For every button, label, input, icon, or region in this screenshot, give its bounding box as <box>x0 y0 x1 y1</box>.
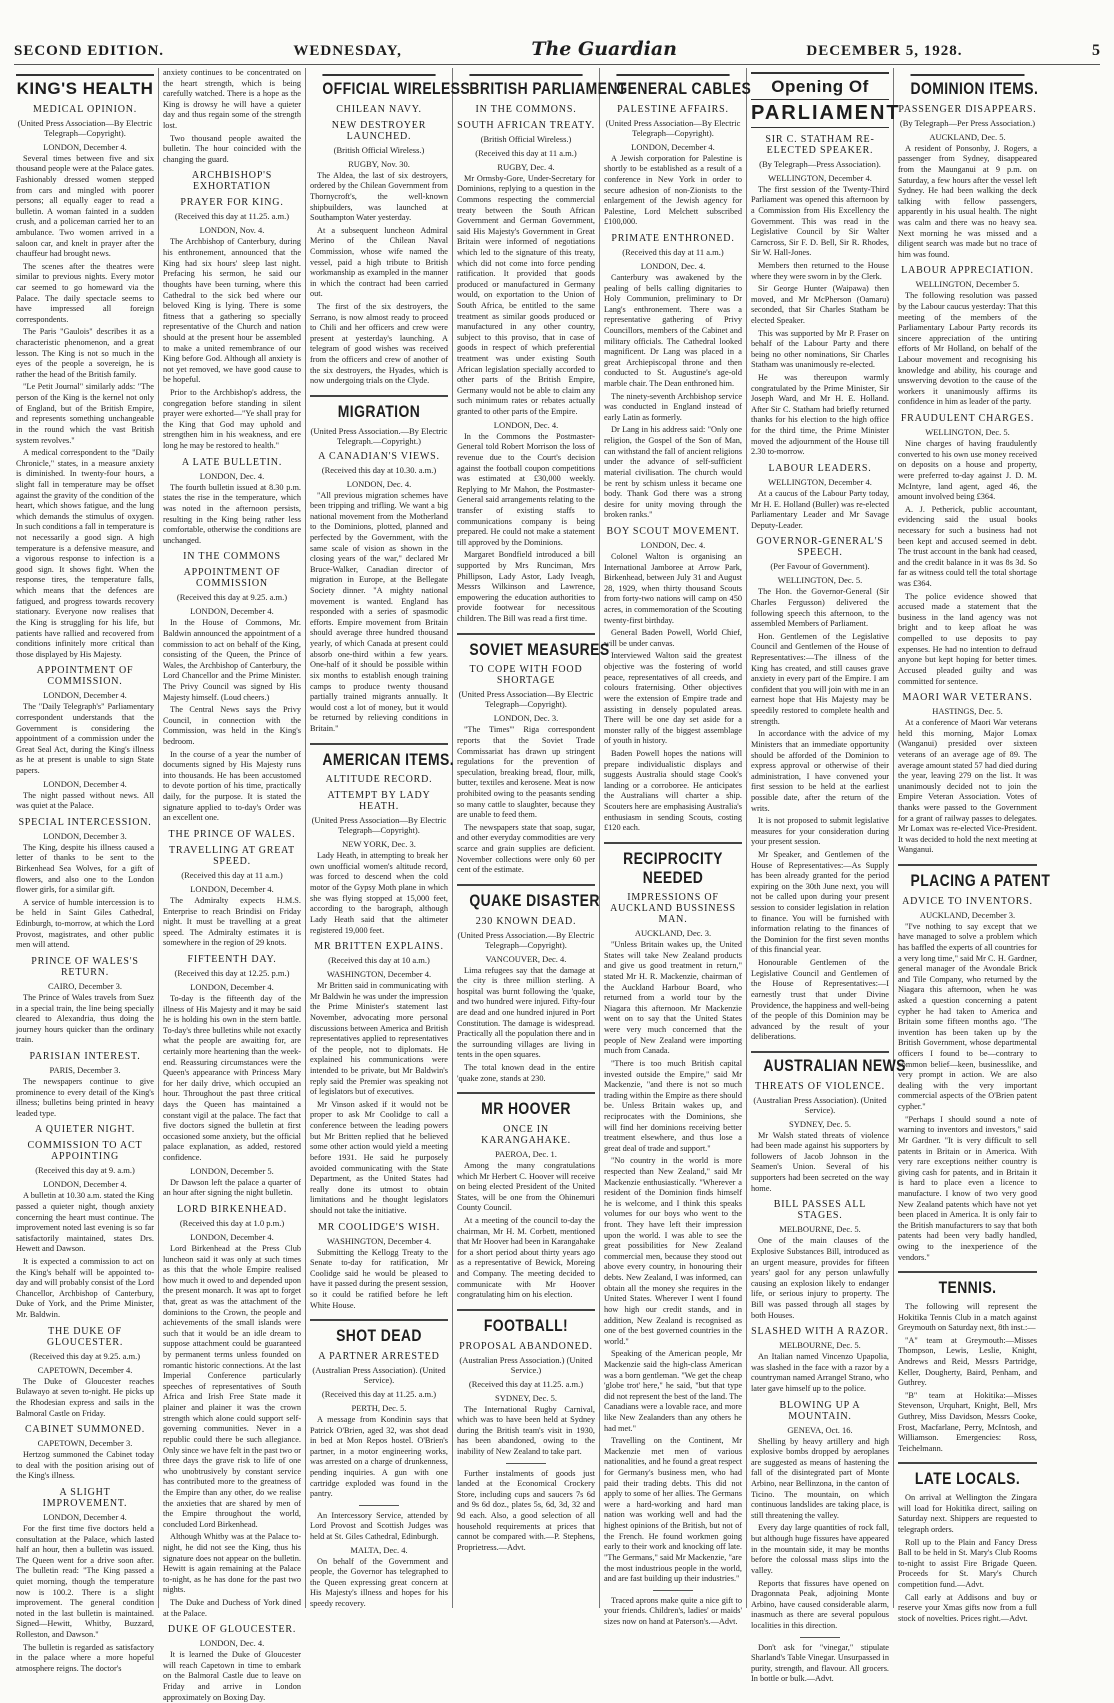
subhead: MR BRITTEN EXPLAINS. <box>314 941 444 953</box>
paragraph: "Le Petit Journal" similarly adds: "The person of the King is the kernel not only of England, but of the British Empire, and represents something unchangeable in the round which the vast British system revolves." <box>16 382 154 445</box>
subhead: IN THE COMMONS <box>183 551 281 563</box>
dateline: CAIRO, December 3. <box>47 980 123 991</box>
subhead: ALTITUDE RECORD. <box>325 774 433 786</box>
subhead: BILL PASSES ALL STAGES. <box>773 1199 867 1222</box>
story-divider <box>310 1319 448 1321</box>
story-divider <box>457 633 595 635</box>
dateline: LONDON, December 4. <box>43 778 127 789</box>
dateline: LONDON, Dec. 4. <box>493 419 559 430</box>
advertisement: Roll up to the Plain and Fancy Dress Ball to be held in St. Mary's Club Rooms to-night to assist Fire Brigade Queen. Proceeds for St. Mary's Church competition fund.—Advt. <box>898 1537 1037 1589</box>
headline-football: FOOTBALL! <box>483 1315 569 1335</box>
paragraph: "There is too much British capital invested outside the Empire," said Mr Mackenzie, "and there is not so much trading within the Empire as there should be. Unless Britain wakes up, and reciprocates with the Dominions, she will find her dominions receiving better treatment elsewhere, and thus lose a great deal of trade and support." <box>604 1058 742 1153</box>
paragraph: The Archbishop of Canterbury, during his enthronement, announced that the King had six hours' sleep last night. Prefacing his sermon, he said our thoughts have been turning, where this Cathedral to the sick bed where our beloved King is lying. There is some fitness that a gathering so specially representative of the Church and nation should at the present hour be assembled to make a united remembrance of our King before God. Although all anxiety is not yet removed, we have good cause to be hopeful. <box>163 237 301 385</box>
story-divider <box>898 1271 1037 1273</box>
headline-opening-of: Opening Of <box>751 72 889 97</box>
subhead: ADVICE TO INVENTORS. <box>902 895 1033 907</box>
dateline: WELLINGTON, Dec. 5. <box>925 427 1010 438</box>
paragraph: Baden Powell hopes the nations will prepare individualistic displays and suggests Australia should stage Cook's landing or a corroboree. He anticipates the Australians will charter a ship. Scouters here are emphasising Australia's enthusiasm in sending Scouts, costing £120 each. <box>604 748 742 833</box>
paragraph: In accordance with the advice of my Ministers that an immediate opportunity should be afforded of the Dominion to express approval or otherwise of their administration, I have convened your first session to be held at the earliest possible date, after the return of the writs. <box>751 729 889 813</box>
paragraph: Dr Dawson left the palace a quarter of an hour after signing the night bulletin. <box>163 1177 301 1198</box>
paragraph: At a subsequent luncheon Admiral Merino of the Chilean Naval Commission, whose wife named the vessel, paid a high tribute to British workmanship as exampled in the manner in which the contract had been carried out. <box>310 225 448 299</box>
wire-credit: (British Official Wireless.) <box>480 133 572 144</box>
story-divider <box>310 395 448 397</box>
paragraph: Members then returned to the House where they were sworn in by the Clerk. <box>751 260 889 281</box>
paragraph: "All previous migration schemes have been tripping and trifling. We want a big national movement from the Motherland to the Dominions, plotted, planned and perfected by the Government, with the same scale of vision as shown in the closing years of the war," declared Mr Bruce-Walker, Canadian director of migration in Europe, at the Bellegate Society dinner. "A mighty national movement is wanted. England has responded with a series of spasmodic efforts. Empire movement from Britain should average three hundred thousand yearly, of which Canada at present could absorb one-third within a few years. One-half of it should be possible within six months to establish enough training camps to produce twenty thousand partially trained migrants annually. It would cost a lot of money, but it would be returned by relieving conditions in Britain." <box>310 490 448 733</box>
paragraph: The following will represent the Hokitika Tennis Club in a match against Greymouth on Saturday next, 8th inst.:— <box>898 1301 1037 1333</box>
subhead: SLASHED WITH A RAZOR. <box>751 1326 889 1338</box>
paragraph: The Prince of Wales travels from Suez in a special train, the line being specially cleared to Alexandria, thus doing the journey hours quicker than the ordinary train. <box>16 992 154 1045</box>
paragraph: A service of humble intercession is to be held in Saint Giles Cathedral, Edinburgh, to-morrow, at which the Lord Provost, magistrates, and other public men will attend. <box>16 897 154 950</box>
wire-credit: (Australian Press Association). (United Service). <box>312 1364 446 1385</box>
headline-official-wireless: OFFICIAL WIRELESS <box>322 74 435 99</box>
subhead: THE DUKE OF GLOUCESTER. <box>46 1325 124 1348</box>
subhead: THE PRINCE OF WALES. <box>168 828 296 840</box>
paragraph: The ninety-seventh Archbishop service was conducted in England instead of early Latin as formerly. <box>604 391 742 422</box>
story-divider <box>898 864 1037 866</box>
wire-credit: (Per Favour of Government). <box>770 561 870 572</box>
paragraph: "Perhaps I should sound a note of warning to inventors and investors," said Mr Gardner. "It is very difficult to sell patents in Britain or in America. With very rare exceptions neither country is giving cash for patents, and in Britain it is hard to place even a licence to manufacture. I know of two very good New Zealand patents which have not yet been placed in America. It is only fair to the British manufacturers to say that both patents had been very badly handled, owing to the inexperience of the vendors." <box>898 1114 1037 1262</box>
advertisement: Further instalments of goods just landed at the Economical Crockery Store, including cups and saucers 7s 6d and 9s 6d doz., plates 5s, 6d, 3d, 32 and 9d each. Also, a good selection of all household requirements at prices that cannot be compared with.—P. Stephens, Proprietress.—Advt. <box>457 1468 595 1552</box>
subhead: COMMISSION TO ACT APPOINTING <box>27 1140 143 1163</box>
dateline: LONDON, December 4. <box>190 1231 274 1242</box>
headline-late-locals: LATE LOCALS. <box>914 1469 1021 1489</box>
divider <box>359 1505 399 1506</box>
subhead: A LATE BULLETIN. <box>181 456 283 468</box>
subhead: SOUTH AFRICAN TREATY. <box>457 119 595 131</box>
subhead: BOY SCOUT MOVEMENT. <box>606 525 740 537</box>
wire-credit: (Received this day at 11.25. a.m.) <box>468 1378 584 1389</box>
subhead: DUKE OF GLOUCESTER. <box>167 1624 297 1636</box>
wire-credit: (Received this day at 11 a.m.) <box>181 869 283 880</box>
paragraph: Lady Heath, in attempting to break her own unofficial women's altitude record, was forced to descend when the cold motor of the Gypsy Moth plane in which she was flying stopped at 15,000 feet, according to the barograph, although Lady Heath said that the altimeter registered 19,000 feet. <box>310 851 448 935</box>
paragraph: The Paris "Gaulois" describes it as a characteristic phenomenon, and a great lesson. The King is not so much in the eyes of the people a sovereign, he is rather the head of the British family. <box>16 327 154 379</box>
paragraph: "I've nothing to say except that we have managed to solve a problem which has baffled the experts of all countries for a very long time," said Mr C. H. Gardner, general manager of the Avondale Brick and Tile Company, who returned by the Niagara this afternoon, when he was asked a question concerning a patent cypher he had taken to America and Britain some fifteen months ago. "The invention has been taken up by the British Government, whose departmental officers I found to be—contrary to common belief—keen, businesslike, and very prompt in action. We are also dealing with the very important commercial aspects of the O'Brien patent cypher." <box>898 921 1037 1112</box>
column-4 <box>453 68 627 1608</box>
paragraph: The Duke of Gloucester reaches Bulawayo at seven to-night. He picks up the Rhodesian express and sails in the Balmoral Castle on Friday. <box>16 1376 154 1418</box>
subhead: IMPRESSIONS OF AUCKLAND BUSSINESS MAN. <box>610 892 736 926</box>
paragraph: In the House of Commons, Mr. Baldwin announced the appointment of a commission to act on behalf of the King, consisting of the Queen, the Prince of Wales, the Archbishop of Canterbury, the Lord Chancellor and the Prime Minister. The Privy Council was signed by His Majesty himself. (Loud cheers.) <box>163 618 301 702</box>
headline-kings-health: KING'S HEALTH <box>16 74 154 99</box>
headline-parliament: PARLIAMENT <box>751 99 889 128</box>
dateline: NEW YORK, Dec. 3. <box>342 839 416 850</box>
dateline: MELBOURNE, Dec. 5. <box>779 1340 861 1351</box>
paragraph: "No country in the world is more respected than New Zealand," said Mr Mackenzie enthusiastically. "Wherever a resident of the Dominion finds himself he is welcome, and I think this speaks volumes for our boys who went to the front. They have left their impression upon the world. I was able to see the great possibilities for New Zealand commercial men, because they stood out above every country, in honouring their debts. New Zealand, I was informed, can obtain all the money she requires in the United States. Wherever I went I found how high our credit stands, and in addition, New Zealand is recognised as one of the best governed countries in the world." <box>604 1156 742 1346</box>
paragraph: Shelling by heavy artillery and high explosive bombs dropped by aeroplanes are suggested as means of hastening the fall of the disintegrated part of Monte Arbino, near Bellinzona, in the canton of Ticino. The mountain, on which continuous landslides are taking place, is still threatening the valley. <box>751 1436 889 1520</box>
dateline: CAPETOWN, December 3. <box>37 1438 133 1449</box>
paragraph: A bulletin at 10.30 a.m. stated the King passed a quieter night, though anxiety concerning the heart must continue. The improvement noted last evening is so far satisfactorily maintained, states Drs. Hewett and Dawson. <box>16 1191 154 1254</box>
column-7 <box>894 68 1051 1623</box>
wire-credit: (United Press Association—By Electric Telegraph—Copyright). <box>311 815 447 836</box>
paragraph: "Unless Britain wakes up, the United States will take New Zealand products and give us good treatment in return," stated Mr H. R. Mackenzie, chairman of the Auckland Harbour Board, who returned from a world tour by the Niagara this afternoon. Mr Mackenzie went on to say that the United States were very much concerned that the people of New Zealand were importing much from Canada. <box>604 940 742 1056</box>
paragraph: Lord Birkenhead at the Press Club luncheon said it was only at such times as this that the whole Empire realised how much it owed to and depended upon the present monarch. It was apt to forget that, great as was the attachment of the dominions to the Crown, the people and achievements of the small islands were such that it would be an idle dream to suppose attachment could be guaranteed by permanent terms unless founded on romantic historic connections. At the last Imperial Conference particularly speeches of representatives of South Africa and Irish Free State made it plainer and plainer it was the crown strength which alone could support self-governing communities. Never in a republic could there be such allegiance. Only since we have felt in the past two or three days the grave risk to life of one who unobtrusively by constant service has contributed more to the greatness of the Empire than any other, do we realise the anxieties that are shared by men of the Empire throughout the world, concluded Lord Birkenhead. <box>163 1243 302 1529</box>
paragraph: The police evidence showed that accused made a statement that the business in the land agency was not bright and to keep afloat he was compelled to use deposits to pay expenses. He had no intention to defraud anyone but kept hoping for better times. Accused pleaded guilty and was committed for sentence. <box>898 591 1037 686</box>
advertisement: Traced aprons make quite a nice gift to your friends. Children's, ladies' or maids' sizes now on hand at Paterson's.—Advt. <box>604 1595 742 1626</box>
masthead <box>14 38 1100 65</box>
dateline: WELLINGTON, December 4. <box>768 172 872 183</box>
wire-credit: (Received this day at 9.25. a.m.) <box>29 1350 141 1361</box>
dateline: GENEVA, Oct. 16. <box>787 1424 853 1435</box>
dateline: RUGBY, Nov. 30. <box>348 158 410 169</box>
subhead: APPOINTMENT OF COMMISSION. <box>36 665 134 688</box>
paragraph: At a conference of Maori War veterans held this morning, Major Lomax (Wanganui) presided over sixteen veterans of an average age of 89. The average amount stated 57 had died during the year, leaving 279 on the list. It was unanimously decided not to join the Empire Veteran Association. Votes of thanks were passed to the Government for a grant of railway passes to delegates. Mr Lomax was re-elected Vice-President. It was decided to hold the next meeting at Wanganui. <box>898 718 1037 855</box>
paragraph: Several times between five and six thousand people were at the Palace gates. Fashionably dressed women stepped from cars and mingled with poorer persons; all equally eager to read a bulletin. A woman fainted in a sudden crush, and a policeman carried her to an ambulance. Two women arrived in a saloon car, and knelt in prayer after the chauffeur had brought news. <box>16 153 154 259</box>
subhead: PALESTINE AFFAIRS. <box>617 103 729 115</box>
dateline: LONDON, Dec. 3. <box>493 713 559 724</box>
paragraph: Although Whitby was at the Palace to-night, he did not see the King, thus his signature does not appear on the bulletin. Hewitt is again remaining at the Palace to-night, as he has done for the past two nights. <box>163 1532 301 1595</box>
dateline: LONDON, Dec. 4. <box>199 1638 265 1649</box>
paragraph: anxiety continues to be concentrated on the heart strength, which is being carefully watched. There is a hope as the King is drowsy he will have a quieter day and thus regain some of the strength lost. <box>163 68 301 131</box>
day-label: WEDNESDAY, <box>293 43 402 59</box>
headline-tennis: TENNIS. <box>938 1278 997 1298</box>
paragraph: The newspapers continue to give prominence to every detail of the King's illness; bulletins being printed in heavy leaded type. <box>16 1076 154 1118</box>
paragraph: In the course of a year the number of documents signed by His Majesty runs into thousands. He has been accustomed to devote portion of his time, practically daily, for the purpose. It is stated the signature applied to to-day's Order was an excellent one. <box>163 749 301 823</box>
story-divider <box>457 884 595 886</box>
subhead: ARCHBISHOP'S EXHORTATION <box>191 170 273 193</box>
subhead: NEW DESTROYER LAUNCHED. <box>331 119 427 142</box>
subhead: THREATS OF VIOLENCE. <box>755 1080 885 1092</box>
dateline: LONDON, December 4. <box>190 606 274 617</box>
dateline: LONDON, Dec. 4. <box>640 539 706 550</box>
paragraph: The Hon. the Governor-General (Sir Charles Fergusson) delivered the following speech this afternoon, to the assembled Members of Parliament. <box>751 587 889 629</box>
subhead: LABOUR LEADERS. <box>768 462 872 474</box>
paragraph: Interviewed Walton said the greatest objective was the fostering of world peace, representatives of all creeds, and colours fraternising. Other objectives were the extension of Empire trade and assisting in densely populated areas. There will be one day set aside for a monster rally of the biggest assemblage of youth in history. <box>604 651 742 746</box>
dateline: SYDNEY, Dec. 5. <box>495 1392 557 1403</box>
wire-credit: (Received this day at 9. a.m.) <box>35 1165 135 1176</box>
dateline: MELBOURNE, Dec. 5. <box>779 1224 861 1235</box>
paragraph: The King, despite his illness caused a letter of thanks to be sent to the Birkenhead Sea Wolves, for a gift of flowers, and also one to the London flower girls, for a similar gift. <box>16 842 154 895</box>
story-divider <box>898 1462 1037 1464</box>
subhead: CABINET SUMMONED. <box>24 1424 146 1436</box>
subhead: SIR C. STATHAM RE-ELECTED SPEAKER. <box>765 133 875 156</box>
wire-credit: (Received this day at 11 a.m.) <box>475 147 577 158</box>
headline-american-items: AMERICAN ITEMS. <box>322 749 455 769</box>
subhead: ONCE IN KARANGAHAKE. <box>481 1123 571 1146</box>
subhead: ATTEMPT BY LADY HEATH. <box>327 790 431 813</box>
wire-credit: (Received this day at 11 a.m.) <box>622 246 724 257</box>
dateline: RUGBY, Dec. 4. <box>497 161 555 172</box>
paragraph: The International Rugby Carnival, which was to have been held at Sydney during the British team's visit in 1930, has been abandoned, owing to the inability of New Zealand to take part. <box>457 1404 595 1457</box>
headline-placing-a-patent: PLACING A PATENT <box>910 871 1051 891</box>
wire-credit: (By Telegraph—Per Press Association.) <box>899 117 1036 128</box>
paragraph: The scenes after the theatres were similar to previous nights. Every motor car seemed to go homeward via the Palace. The daily spectacle seems to have impressed all foreign correspondents. <box>16 261 154 324</box>
paragraph: Among the many congratulations which Mr Herbert C. Hoover will receive on being elected President of the United States, will be one from the Ohinemuri County Council. <box>457 1160 595 1213</box>
wire-credit: (British Official Wireless.) <box>333 144 425 155</box>
story-divider <box>604 842 742 844</box>
headline-dominion-items: DOMINION ITEMS. <box>911 74 1025 99</box>
subhead: PRAYER FOR KING. <box>180 197 284 209</box>
paragraph: A. J. Petherick, public accountant, evidencing said the usual books necessary for such a business had not been kept and accused seemed in debt. The trust account in the bank had ceased, and the credit balance in it was 8s 3d. So far as witness could tell the total shortage was £364. <box>898 504 1037 589</box>
paragraph: Nine charges of having fraudulently converted to his own use money received on deposits on a house and property, were preferred to-day against J. D. M. McIntyre, land agent, aged 46, the amount involved being £364. <box>898 439 1037 502</box>
paragraph: The following resolution was passed by the Labour caucus yesterday: That this meeting of the members of the Parliamentary Labour Party records its sincere appreciation of the untiring efforts of Mr Holland, on behalf of the Labour movement and recognising his knowledge and ability, his courage and unswerving devotion to the cause of the workers it unanimously affirms its confidence in him as leader of the party. <box>898 291 1037 407</box>
paragraph: At a caucus of the Labour Party today, Mr H. E. Holland (Buller) was re-elected Parliamentary Leader and Mr Savage Deputy-Leader. <box>751 488 889 530</box>
headline-soviet-measures: SOVIET MEASURES <box>469 639 610 659</box>
dateline: MALTA, Dec. 4. <box>350 1544 408 1555</box>
wire-credit: (United Press Association.—By Electric Telegraph.—Copyright.) <box>310 425 448 446</box>
divider <box>653 1590 693 1591</box>
subhead: IN THE COMMONS. <box>475 103 577 115</box>
paragraph: Every day large quantities of rock fall, but although huge fissures have appeared in the mountain side, it may be months before the colossal mass slips into the valley. <box>751 1523 889 1575</box>
subhead: PROPOSAL ABANDONED. <box>459 1340 593 1352</box>
dateline: WASHINGTON, December 4. <box>326 969 432 980</box>
subhead: MR COOLIDGE'S WISH. <box>317 1221 441 1233</box>
subhead: A QUIETER NIGHT. <box>34 1124 136 1136</box>
dateline: PARIS, December 3. <box>49 1064 121 1075</box>
subhead: PRIMATE ENTHRONED. <box>611 232 735 244</box>
wire-credit: (Received this day at 1.0 p.m.) <box>179 1217 285 1228</box>
story-divider <box>457 1309 595 1311</box>
subhead: MEDICAL OPINION. <box>32 103 138 115</box>
paragraph: Mr Speaker, and Gentlemen of the House of Representatives:—As Supply has been already granted for the period expiring on the 30th June next, you will not be called upon during your present session to consider legislation in relation to finance. You will be furnished with information relating to the finances of the Dominion for the first seven months of this financial year. <box>751 849 889 955</box>
dateline: AUCKLAND, December 3. <box>919 909 1016 920</box>
paragraph: The night passed without news. All was quiet at the Palace. <box>16 790 154 811</box>
dateline: CAPETOWN, December 4. <box>37 1364 133 1375</box>
headline-migration: MIGRATION <box>337 401 421 421</box>
paragraph: The fourth bulletin issued at 8.30 p.m. states the rise in the temperature, which was noted in the afternoon persists, resulting in the King being rather less comfortable, otherwise the conditions are unchanged. <box>163 482 301 545</box>
column-6 <box>747 68 906 1684</box>
dateline: LONDON, December 4. <box>43 1179 127 1190</box>
story-divider <box>751 1051 889 1053</box>
wire-credit: (United Press Association—By Electric Telegraph—Copyright). <box>605 117 741 138</box>
dateline: LONDON, December 4. <box>43 690 127 701</box>
wire-credit: (Received this day at 11.25. a.m.) <box>321 1388 437 1399</box>
headline-reciprocity-needed: RECIPROCITY NEEDED <box>623 848 723 887</box>
subhead: PASSENGER DISAPPEARS. <box>898 103 1037 115</box>
dateline: LONDON, December 4. <box>190 981 274 992</box>
paragraph: Two thousand people awaited the bulletin. The hour coincided with the changing the guard. <box>163 133 301 164</box>
paragraph: A medical correspondent to the "Daily Chronicle," states, in a measure anxiety is diminished. In twenty-four hours, a slight fall in temperature may be offset against the gravity of the condition of the heart, which shows fatigue, and the lung which demands the stimulus of oxygen. In such conditions a fall in temperature is not necessarily a good sign. A high temperature is a defensive measure, and a vigorous response to infection is a good sign. It shows fight. When the response tires, the temperature falls, which means that the defences are fatigued, and progress towards recovery stationary. Everyone now realises that the King is struggling for his life, but patients have rallied and recovered from conditions infinitely more critical than those displayed by His Majesty. <box>16 448 154 659</box>
paragraph: The Duke and Duchess of York dined at the Palace. <box>163 1598 301 1618</box>
column-3 <box>306 68 471 1609</box>
paragraph: In the Commons the Postmaster-General told Robert Morrison the loss of revenue due to the Court's decision against the football coupon competitions was estimated at £30,000 weekly. Replying to Mr Mahon, the Postmaster-General said arrangements relating to the transfer of existing staffs to communications company is being prepared. He could not make a statement till approved by the Dominions. <box>457 431 595 547</box>
paragraph: Speaking of the American people, Mr Mackenzie said the high-class American was a born gentleman. "We get the cheap 'globe trot' here," he said, "but that type did not represent the best of the land. The Canadians were a lovable race, and more like New Zealanders than any others he had met." <box>604 1349 742 1433</box>
subhead: TO COPE WITH FOOD SHORTAGE <box>469 664 583 687</box>
wire-credit: (United Press Association—By Electric Telegraph—Copyright). <box>17 117 153 138</box>
subhead: CHILEAN NAVY. <box>336 103 422 115</box>
paragraph: For the first time five doctors held a consultation at the Palace, which lasted half an hour, then a bulletin was issued. The Queen went for a drive soon after. The bulletin read: "The King passed a quiet morning, though the temperature now is 100.2. There is a slight improvement. The general condition noted in the last bulletin is maintained. Signed—Hewitt, Whitby, Buzzard, Rolleston, and Dawson." <box>16 1523 154 1640</box>
story-divider <box>310 743 448 745</box>
paragraph: "A" team at Greymouth:—Misses Thompson, Lewis, Leslie, Knight, Andrews and Reid, Messrs Partridge, Keller, Dougherty, Baird, Penham, and Guthrey. <box>898 1335 1037 1388</box>
paragraph: He was thereupon warmly congratulated by the Prime Minister, Sir Joseph Ward, and Mr H. E. Holland. After Sir C. Statham had briefly returned thanks for his election to the high office for the third time, the Prime Minister moved the adjournment of the House till 2.30 to-morrow. <box>751 373 889 457</box>
paragraph: Prior to the Archbishop's address, the congregation before standing in silent prayer were exhorted—"Ye shall pray for the King that God may uphold and strengthen him in his weakness, and ere long he may be restored to health." <box>163 388 301 451</box>
wire-credit: (Received this day at 11.25. a.m.) <box>174 211 290 222</box>
headline-british-parliament: BRITISH PARLIAMENT <box>469 74 582 99</box>
subhead: APPOINTMENT OF COMMISSION <box>183 567 281 590</box>
subhead: SPECIAL INTERCESSION. <box>18 816 152 828</box>
page-number: 5 <box>1091 42 1100 59</box>
headline-shot-dead: SHOT DEAD <box>336 1326 422 1346</box>
paragraph: The Central News says the Privy Council, in connection with the Commission, was held in the King's bedroom. <box>163 705 301 747</box>
paragraph: Sir George Hunter (Waipawa) then moved, and Mr McPherson (Oamaru) seconded, that Sir Charles Statham be elected Speaker. <box>751 284 889 325</box>
headline-mr-hoover: MR HOOVER <box>481 1099 571 1119</box>
dateline: WELLINGTON, December 4. <box>768 476 872 487</box>
newspaper-title: The Guardian <box>531 38 677 60</box>
dateline: LONDON, Dec. 4. <box>199 470 265 481</box>
paragraph: Reports that fissures have opened on Dragonnata Peak, adjoining Monte Arbino, have caused considerable alarm, inasmuch as there are several populous localities in this direction. <box>751 1578 889 1630</box>
dateline: LONDON, December 4. <box>43 1511 127 1522</box>
paragraph: It is not proposed to submit legislative measures for your consideration during your present session. <box>751 816 889 847</box>
paragraph: "B" team at Hokitika:—Misses Stevenson, Urquhart, Knight, Bell, Mrs Guthrey, Miss Davidson, Messrs Cooke, Frost, Macfarlane, Perry, McIntosh, and Williamson. Emergencies: Ross, Teichelmann. <box>898 1390 1037 1453</box>
dateline: PAEROA, Dec. 1. <box>495 1148 557 1159</box>
column-2 <box>159 68 306 1702</box>
paragraph: The "Daily Telegraph's" Parliamentary correspondent understands that the Government is considering the appointment of a commission under the Great Seal Act, during the King's illness as he at present is unable to sign State papers. <box>16 702 154 775</box>
story-divider <box>457 1092 595 1094</box>
paragraph: Margaret Bondfield introduced a bill supported by Mrs Runciman, Mrs Phillipson, Lady Astor, Lady Iveagh, Messrs Wilkinson and Lawrence, empowering the education authorities to provide footwear for necessitous children. The Bill was read a first time. <box>457 550 595 624</box>
paragraph: Canterbury was awakened by the pealing of bells calling dignitaries to Holy Communion, preliminary to Dr Lang's enthronement. There was a representative gathering of Privy Councillors, members of the Cabinet and military officials. The Cathedral looked magnificent. Dr Lang was placed in a great Archiepiscopal throne and then conducted to St. Augustine's age-old marble chair. The Dean enthroned him. <box>604 272 742 389</box>
subhead: A CANADIAN'S VIEWS. <box>318 450 440 462</box>
advertisement: Call early at Addisons and buy or reserve your Xmas gifts now from a full stock of novelties. Prices right.—Advt. <box>898 1592 1037 1623</box>
paragraph: A message from Kondinin says that Patrick O'Brien, aged 32, was shot dead in bed at Mon Repos hostel. O'Brien's partner, in a motor engineering works, was arrested on a charge of drunkenness, pending inquiries. A gun with one cartridge exploded was found in the pantry. <box>310 1414 448 1499</box>
divider <box>506 1463 546 1464</box>
paragraph: The first of the six destroyers, the Serrano, is now almost ready to proceed to Chili and her officers and crew were present at yesterday's launching. A telegram of good wishes was received from the officers and crew of another of the six destroyers, the Hyades, which is now undergoing trials on the Clyde. <box>310 302 448 386</box>
dateline: LONDON, Dec. 4. <box>346 478 412 489</box>
paragraph: Hertzog summoned the Cabinet today to deal with the position arising out of the King's illness. <box>16 1450 154 1481</box>
subhead: BLOWING UP A MOUNTAIN. <box>779 1399 861 1422</box>
issue-date: DECEMBER 5, 1928. <box>806 43 963 59</box>
wire-credit: (Received this day at 9.25. a.m.) <box>176 592 288 603</box>
dateline: SYDNEY, Dec. 5. <box>789 1118 851 1129</box>
wire-credit: (By Telegraph—Press Association). <box>759 158 881 169</box>
dateline: WASHINGTON, December 4. <box>326 1235 432 1246</box>
divider <box>800 1637 840 1638</box>
dateline: AUCKLAND, Dec. 3. <box>634 928 712 939</box>
wire-credit: (United Press Association—By Electric Telegraph—Copyright). <box>458 689 594 710</box>
paragraph: Mr Vinson asked if it would not be proper to ask Mr Coolidge to call a conference between the leading powers but Mr Britten replied that he believed some other action would yield a meeting before 1931. He said he purposely avoided communicating with the State Department, as the United States had really done its utmost to obtain limitations and he thought legislators should not take the initiative. <box>310 1099 448 1215</box>
paragraph: Travelling on the Continent, Mr Mackenzie met men of various nationalities, and he found a great respect for Germany's business men, who had paid their trading debts. This did not apply to some of her allies. The Germans were a hard-working and hard man nation was working well and had the highest opinions of the British, but not of the French. He found workmen going early to their work and knocking off late. "The Germans," said Mr Mackenzie, "are the most industrious people in the world, and are fast building up their industries." <box>604 1436 742 1584</box>
paragraph: Honourable Gentlemen of the Legislative Council and Gentlemen of the House of Representatives:—I earnestly trust that under Divine Providence, the happiness and well-being of the people of this Dominion may be advanced by the result of your deliberations. <box>751 958 890 1042</box>
paragraph: A Jewish corporation for Palestine is shortly to be established as a result of a conference in New York in order to secure adhesion of non-Zionists to the enlargement of the Jewish agency for Palestine, Lord Melchett subscribed £100,000. <box>604 153 742 227</box>
headline-quake-disaster: QUAKE DISASTER <box>469 890 600 910</box>
dateline: LONDON, Nov. 4. <box>199 225 265 236</box>
paragraph: Lima refugees say that the damage at the city is three million sterling. A hospital was burnt following the 'quake, and two hundred were injured. Fifty-four are dead and one hundred injured in Port Constitution. The damage is widespread. Practically all the population there and in the surrounding villages are living in tents in the open squares. <box>457 965 595 1060</box>
subhead: GOVERNOR-GENERAL'S SPEECH. <box>756 536 884 559</box>
paragraph: It is expected a commission to act on the King's behalf will be appointed to-day and will probably consist of the Lord Chancellor, Archbishop of Canterbury, Duke of York, and the Prime Minister, Mr. Baldwin. <box>16 1257 154 1320</box>
paragraph: The bulletin is regarded as satisfactory in the palace where a more hopeful atmosphere reigns. The doctor's <box>16 1642 154 1673</box>
dateline: LONDON, December 4. <box>190 883 274 894</box>
paragraph: An Italian named Vincenzo Upapolia, was slashed in the face with a razor by a countryman named Arrangel Strano, who later gave himself up to the police. <box>751 1352 889 1393</box>
paragraph: To-day is the fifteenth day of the illness of His Majesty and it may be said he is holding his own in the stern battle. To-day's three bulletins while not exactly what the people are awaiting for, are certainly more heartening than the week-end. Reassuring circumstances were the Queen's appearance with Princess Mary for her daily drive, which occupied an hour. Throughout the past three critical days the Queen has maintained a constant vigil at the palace. The fact that five doctors signed the bulletin at first occasioned some anxiety, but the official palace explanation, as added, restored confidence. <box>163 993 301 1163</box>
paragraph: An Intercessory Service, attended by Lord Provost and Scottish Judges was held at St. Giles Cathedral, Edinburgh. <box>310 1510 448 1541</box>
subhead: PRINCE OF WALES'S RETURN. <box>31 955 139 978</box>
column-5 <box>600 68 752 1626</box>
wire-credit: (Australian Press Association). (United Service). <box>753 1094 887 1115</box>
headline-australian-news: AUSTRALIAN NEWS <box>763 1055 906 1075</box>
paragraph: Mr Walsh stated threats of violence had been made against his supporters by followers of Jacob Johnson in the Seamen's Union. Several of his supporters had been secreted on the way home. <box>751 1130 889 1193</box>
dateline: WELLINGTON, Dec. 5. <box>777 575 863 586</box>
paragraph: Submitting the Kellogg Treaty to the Senate to-day for ratification, Mr Coolidge said he would be pleased to have it passed during the present session, so it could be ratified before he left White House. <box>310 1247 448 1310</box>
subhead: 230 KNOWN DEAD. <box>475 915 577 927</box>
paragraph: At a meeting of the council to-day the chairman, Mr H. M. Corbett, mentioned that Mr Hoover had been in Karangahake for a short period about thirty years ago as a representative of Bewick, Moreing and Company. The meeting decided to communicate with Mr Hoover congratulating him on his election. <box>457 1216 595 1300</box>
subhead: FRAUDULENT CHARGES. <box>900 413 1035 425</box>
wire-credit: (Received this day at 10 a.m.) <box>328 955 430 966</box>
subhead: FIFTEENTH DAY. <box>187 953 277 965</box>
dateline: PERTH, Dec. 5. <box>351 1402 407 1413</box>
paragraph: The Aldea, the last of six destroyers, ordered by the Chilean Government from Thornycroft's, the well-known shipbuilders, was launched at Southampton Water yesterday. <box>310 170 448 223</box>
article-columns <box>12 68 1102 1702</box>
paragraph: It is learned the Duke of Gloucester will reach Capetown in time to embark on the Balmoral Castle due to leave on Friday and arrive in London approximately on Boxing Day. <box>163 1650 301 1702</box>
paragraph: The Admiralty expects H.M.S. Enterprise to reach Brindisi on Friday night. It must be travelling at a great speed. The Admiralty estimates it is somewhere in the region of 29 knots. <box>163 895 301 948</box>
subhead: TRAVELLING AT GREAT SPEED. <box>169 844 295 867</box>
dateline: HASTINGS, Dec. 5. <box>932 706 1003 717</box>
paragraph: Hon. Gentlemen of the Legislative Council and Gentlemen of the House of Representatives:—The illness of the King has created, and still causes grave anxiety in every part of the Empire. I am confident that you will join with me in an earnest hope that His Majesty may be speedily restored to complete health and strength. <box>751 631 889 726</box>
wire-credit: (Received this day at 10.30. a.m.) <box>321 464 437 475</box>
paragraph: General Baden Powell, World Chief, will be under canvas. <box>604 628 742 648</box>
subhead: A SLIGHT IMPROVEMENT. <box>42 1486 128 1509</box>
dateline: LONDON, December 4. <box>631 141 715 152</box>
subhead: PARISIAN INTEREST. <box>29 1050 141 1062</box>
column-1 <box>12 68 159 1673</box>
paragraph: Mr Britten said in communicating with Mr Baldwin he was under the impression the Prime Minister's statement last November, advocating more personal discussions between America and British representatives applied to representatives of the people, not to diplomats. He explained his communications were intended to be private, but Mr Baldwin's reply said the Premier was speaking not of legislators but of executives. <box>310 981 448 1097</box>
dateline: WELLINGTON, December 5. <box>915 279 1020 290</box>
headline-general-cables: GENERAL CABLES <box>616 74 729 99</box>
dateline: LONDON, December 3. <box>43 830 127 841</box>
wire-credit: (United Press Association.—By Electric Telegraph—Copyright). <box>457 929 595 950</box>
paragraph: Colonel Walton is organising an International Jamboree at Arrow Park, Birkenhead, between July 31 and August 28, 1929, when thirty thousand Scouts from forty-two nations will camp on 450 acres, in commemoration of the Scouting twenty-first birthday. <box>604 551 742 625</box>
paragraph: The newspapers state that soap, sugar, and other everyday commodities are very scarce and grain supplies are deficient. November collections were only 60 per cent of the estimate. <box>457 822 595 875</box>
edition-label: SECOND EDITION. <box>14 43 165 59</box>
dateline: LONDON, December 4. <box>43 141 127 152</box>
paragraph: The first session of the Twenty-Third Parliament was opened this afternoon by a Commission from His Excellency the Government. This was read in the Legislative Council by Sir Walter Carncross, Sir F. D. Bell, Sir R. Rhodes, Sir W. Hall-Jones. <box>751 184 889 258</box>
subhead: MAORI WAR VETERANS. <box>902 692 1033 704</box>
dateline: AUCKLAND, Dec. 5. <box>929 131 1006 142</box>
paragraph: One of the main clauses of the Explosive Substances Bill, introduced as an urgent measure, provides for fifteen years' gaol for any person unlawfully causing an explosion likely to endanger life, or serious injury to property. The Bill was passed through all stages by both Houses. <box>751 1236 889 1320</box>
dateline: LONDON, Dec. 4. <box>640 260 706 271</box>
paragraph: Mr Ormsby-Gore, Under-Secretary for Dominions, replying to a question in the Commons respecting the commercial treaty between the South African Government and German Government, said His Majesty's Government in Great Britain were informed of negotiations which led to the signature of this treaty, which did not come into force pending ratification. It provided that goods produced or manufactured in Germany would, on exportation to the Union of South Africa, be entitled to the same treatment as similar goods produced or manufactured in any other country, subject to this proviso, that in case of goods in respect of which preferential treatment was under existing South African legislation specially accorded to other parts of the British Empire, Germany would not be able to claim any such minimum rates or rebates actually granted to other parts of the Empire. <box>457 173 595 417</box>
paragraph: The total known dead in the entire 'quake zone, stands at 230. <box>457 1063 595 1083</box>
paragraph: On arrival at Wellington the Zingara will load for Hokitika direct, sailing on Saturday next. Shippers are requested to telegraph orders. <box>898 1493 1037 1534</box>
dateline: LONDON, December 5. <box>190 1165 274 1176</box>
paragraph: This was supported by Mr P. Fraser on behalf of the Labour Party and there being no other nominations, Sir Charles Statham was unanimously re-elected. <box>751 328 889 370</box>
wire-credit: (Australian Press Association.) (United Service.) <box>459 1354 593 1375</box>
dateline: VANCOUVER, Dec. 4. <box>485 953 567 964</box>
paragraph: A resident of Ponsonby, J. Rogers, a passenger from Sydney, disappeared from the Maunganui at 9 p.m. on Saturday, a few hours after the vessel left Sydney. He had been walking the deck talking with fellow passengers, apparently in his usual health. The night was calm and there was no heavy sea. Next morning he was missed and a diligent search was made but no trace of him was found. <box>898 143 1037 259</box>
subhead: LABOUR APPRECIATION. <box>901 265 1034 277</box>
advertisement: Don't ask for "vinegar," stipulate Sharland's Table Vinegar. Unsurpassed in purity, strength, and flavour. All grocers. In bottle or bulk.—Advt. <box>751 1642 889 1684</box>
subhead: A PARTNER ARRESTED <box>318 1350 440 1362</box>
subhead: LORD BIRKENHEAD. <box>176 1203 288 1215</box>
paragraph: "The Times'" Riga correspondent reports that the Soviet Trade Commissariat has drawn up stringent regulations for the prevention of speculation, breaking bread, flour, milk, butter, textiles and kerosene. Meat is now prohibited owing to the peasants sending so many cattle to slaughter, because they are unable to feed them. <box>457 725 595 820</box>
paragraph: Dr Lang in his address said: "Only one religion, the Gospel of the Son of Man, can withstand the fall of ancient religions under the advance of self-sufficient material civilisation. The church would be rent by schism unless it became one body. Thank God there was a strong desire for unity moving through the broken ranks." <box>604 425 742 520</box>
wire-credit: (Received this day at 12.25. p.m.) <box>174 967 290 978</box>
paragraph: On behalf of the Government and people, the Governor has telegraphed to the Queen expressing great concern at His Majesty's illness and hopes for his speedy recovery. <box>310 1556 448 1609</box>
